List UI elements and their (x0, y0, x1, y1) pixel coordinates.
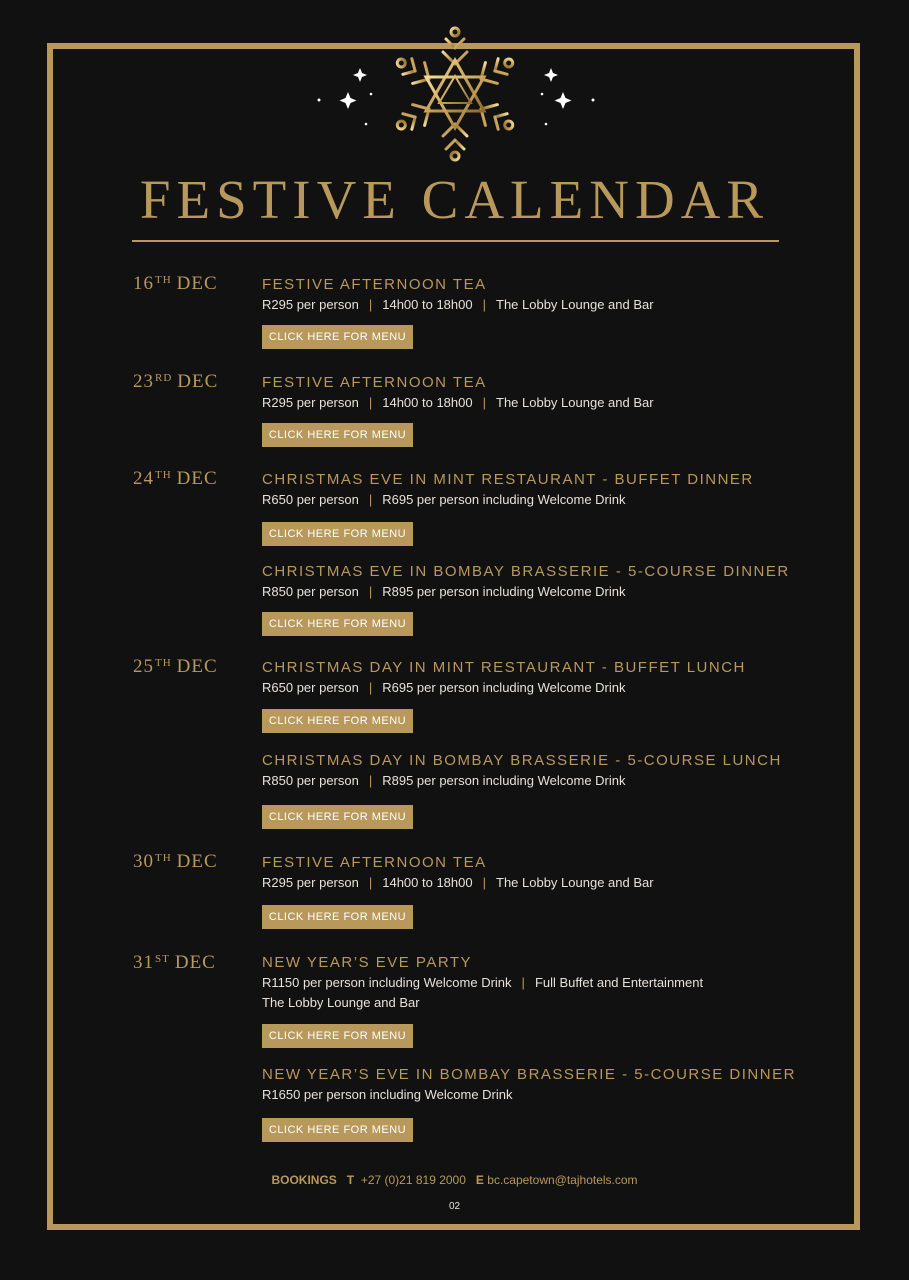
page-number: 02 (448, 1201, 461, 1212)
menu-button[interactable]: CLICK HERE FOR MENU (262, 423, 413, 447)
event-item (262, 1065, 796, 1136)
event-item (262, 953, 704, 1042)
event-item (262, 562, 790, 630)
menu-button[interactable]: CLICK HERE FOR MENU (262, 709, 413, 733)
event-title: CHRISTMAS DAY IN MINT RESTAURANT - BUFFET LUNCH (262, 659, 746, 676)
page-title: FESTIVE CALENDAR (139, 169, 770, 230)
event-details: R295 per person | 14h00 to 18h00 | The Lobby Lounge and Bar (262, 297, 654, 312)
event-details: R850 per person | R895 per person including Welcome Drink (262, 584, 626, 599)
date-16-dec: 16TH DEC (133, 273, 218, 294)
event-title: CHRISTMAS DAY IN BOMBAY BRASSERIE - 5-COURSE LUNCH (262, 752, 782, 769)
event-details: R295 per person | 14h00 to 18h00 | The Lobby Lounge and Bar (262, 395, 654, 410)
phone-label: T (346, 1173, 355, 1187)
bookings-footer (0, 1173, 909, 1187)
event-title: CHRISTMAS EVE IN MINT RESTAURANT - BUFFET DINNER (262, 471, 754, 488)
event-details: R850 per person | R895 per person including Welcome Drink (262, 773, 626, 788)
event-details: R1150 per person including Welcome Drink | Full Buffet and Entertainment (262, 975, 704, 990)
bookings-label: BOOKINGS (271, 1173, 337, 1187)
email-label: E (475, 1173, 484, 1187)
event-item (262, 470, 754, 540)
date-24-dec: 24TH DEC (133, 468, 218, 489)
menu-button[interactable]: CLICK HERE FOR MENU (262, 522, 413, 546)
event-title: FESTIVE AFTERNOON TEA (262, 276, 487, 293)
phone-number[interactable]: +27 (0)21 819 2000 (360, 1173, 466, 1187)
menu-button[interactable]: CLICK HERE FOR MENU (262, 905, 413, 929)
event-details: R295 per person | 14h00 to 18h00 | The Lobby Lounge and Bar (262, 875, 654, 890)
sparkle-icon (300, 60, 620, 140)
event-title: NEW YEAR’S EVE PARTY (262, 954, 473, 971)
menu-button[interactable]: CLICK HERE FOR MENU (262, 612, 413, 636)
date-30-dec: 30TH DEC (133, 851, 218, 872)
email-link[interactable]: bc.capetown@tajhotels.com (487, 1173, 638, 1187)
event-title: CHRISTMAS EVE IN BOMBAY BRASSERIE - 5-COURSE DINNER (262, 563, 790, 580)
title-divider (132, 240, 779, 242)
event-details: R650 per person | R695 per person including Welcome Drink (262, 680, 626, 695)
event-item (262, 751, 782, 823)
menu-button[interactable]: CLICK HERE FOR MENU (262, 805, 413, 829)
date-31-dec: 31ST DEC (133, 952, 216, 973)
menu-button[interactable]: CLICK HERE FOR MENU (262, 1024, 413, 1048)
event-details: R1650 per person including Welcome Drink (262, 1087, 513, 1102)
event-details: R650 per person | R695 per person including Welcome Drink (262, 492, 626, 507)
event-item (262, 373, 654, 441)
event-venue: The Lobby Lounge and Bar (262, 995, 420, 1010)
menu-button[interactable]: CLICK HERE FOR MENU (262, 1118, 413, 1142)
event-item (262, 275, 654, 343)
menu-button[interactable]: CLICK HERE FOR MENU (262, 325, 413, 349)
event-title: NEW YEAR’S EVE IN BOMBAY BRASSERIE - 5-COURSE DINNER (262, 1066, 796, 1083)
event-title: FESTIVE AFTERNOON TEA (262, 854, 487, 871)
event-item (262, 853, 654, 923)
event-item (262, 658, 746, 727)
date-23-dec: 23RD DEC (133, 371, 219, 392)
event-title: FESTIVE AFTERNOON TEA (262, 374, 487, 391)
date-25-dec: 25TH DEC (133, 656, 218, 677)
